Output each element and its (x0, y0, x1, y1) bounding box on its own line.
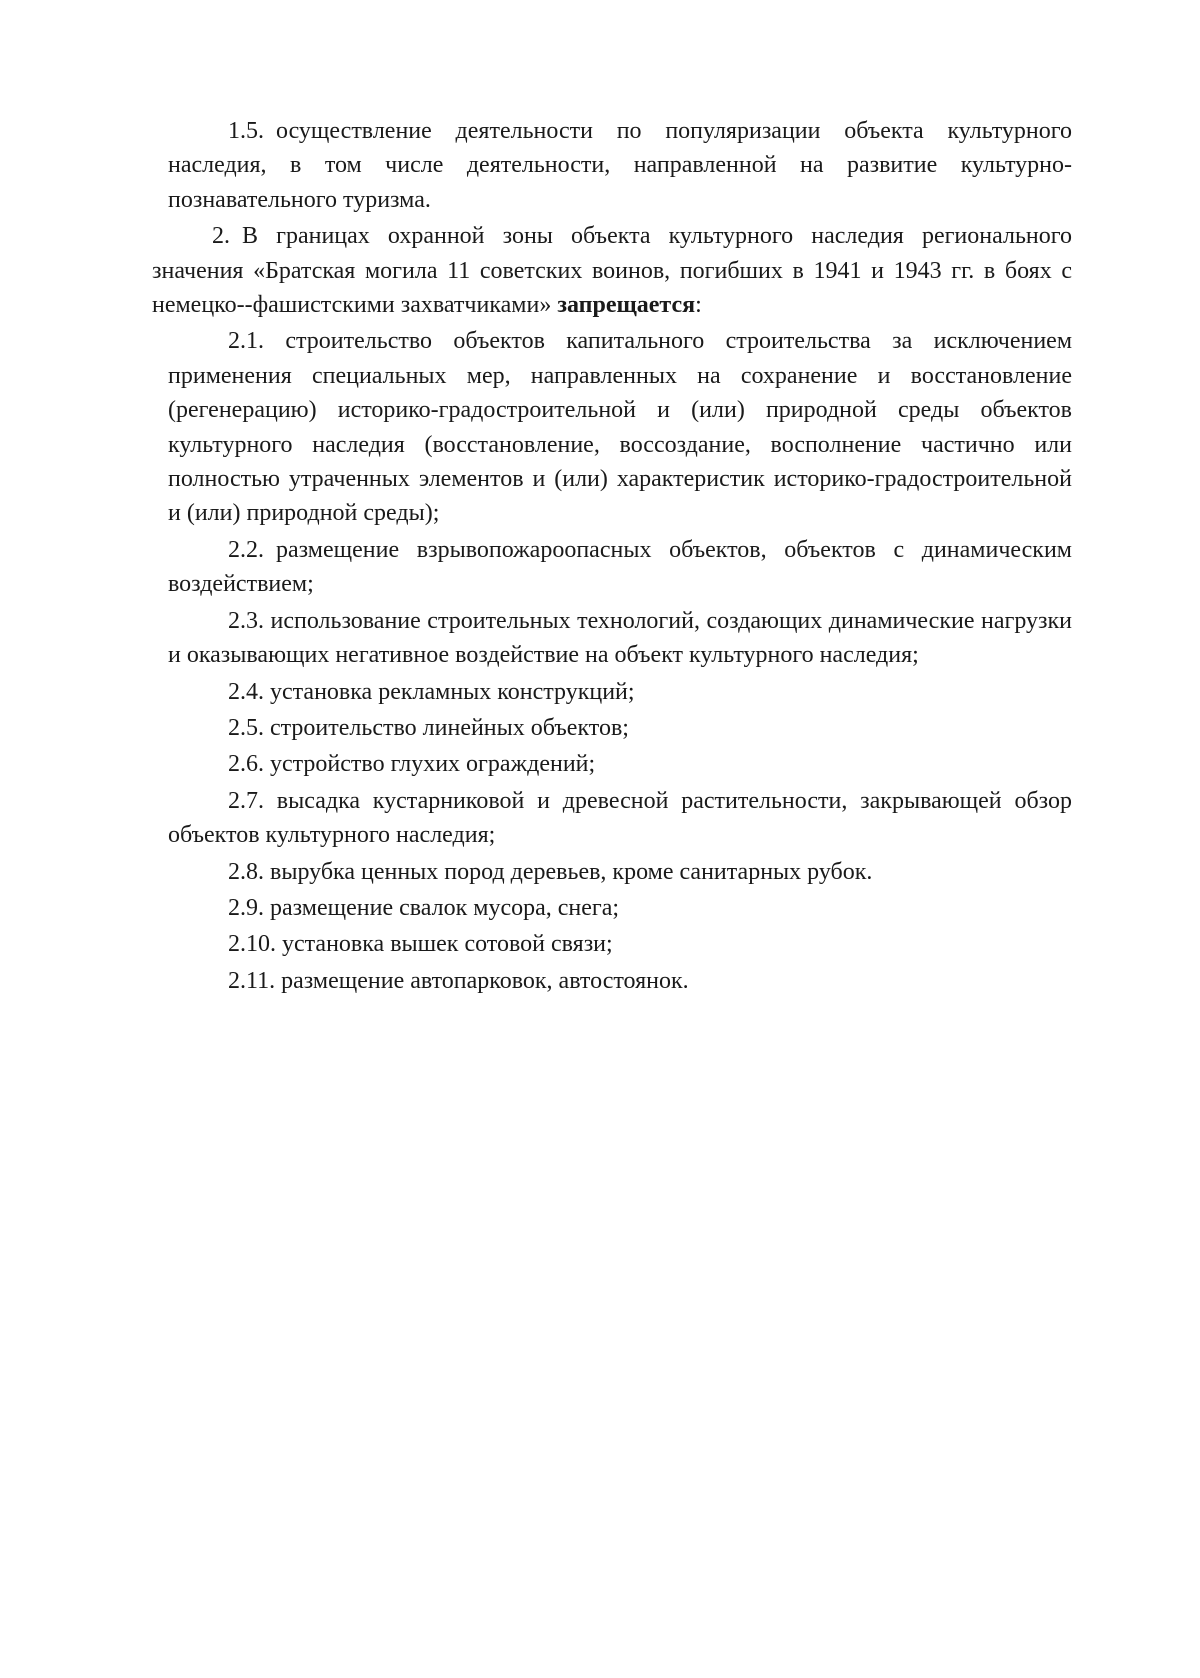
paragraph-2-4: 2.4. установка рекламных конструкций; (228, 678, 635, 705)
paragraph-2-9: 2.9. размещение свалок мусора, снега; (228, 894, 620, 921)
paragraph-2-1: 2.1. строительство объектов капитального строительства за исключением применения специальных мер, направленных на сохранение и восстановление (регенерацию) историко-градостроительной и (или) природной среды объектов культурного наследия (восстановление, воссоздание, восполнение частично или полностью утраченных элементов и (или) характеристик историко-градостроительной и (или) природной среды); (168, 328, 1072, 527)
paragraph-2-text: 2. В границах охранной зоны объекта культурного наследия регионального значения «Братская могила 11 советских воинов, погибших в 1941 и 1943 гг. в боях с немецко--фашистскими захватчиками» (152, 223, 1072, 319)
paragraph-2-5: 2.5. строительство линейных объектов; (228, 714, 629, 741)
paragraph-2 (152, 219, 1072, 322)
paragraph-2-10: 2.10. установка вышек сотовой связи; (228, 931, 613, 958)
paragraph-2-3: 2.3. использование строительных технологий, создающих динамические нагрузки и оказывающих негативное воздействие на объект культурного наследия; (168, 607, 1072, 669)
paragraph-2-2: 2.2. размещение взрывопожароопасных объектов, объектов с динамическим воздействием; (168, 536, 1072, 598)
paragraph-2-11: 2.11. размещение автопарковок, автостоянок. (228, 967, 689, 994)
paragraph-2-8: 2.8. вырубка ценных пород деревьев, кроме санитарных рубок. (228, 858, 873, 885)
paragraph-2-colon: : (695, 292, 702, 319)
keyword-prohibited: запрещается (557, 292, 696, 319)
document-body (152, 114, 1072, 1000)
paragraph-2-6: 2.6. устройство глухих ограждений; (228, 751, 596, 778)
paragraph-1-5: 1.5. осуществление деятельности по популяризации объекта культурного наследия, в том числе деятельности, направленной на развитие культурно-познавательного туризма. (168, 118, 1072, 213)
paragraph-2-7: 2.7. высадка кустарниковой и древесной растительности, закрывающей обзор объектов культурного наследия; (168, 787, 1072, 849)
